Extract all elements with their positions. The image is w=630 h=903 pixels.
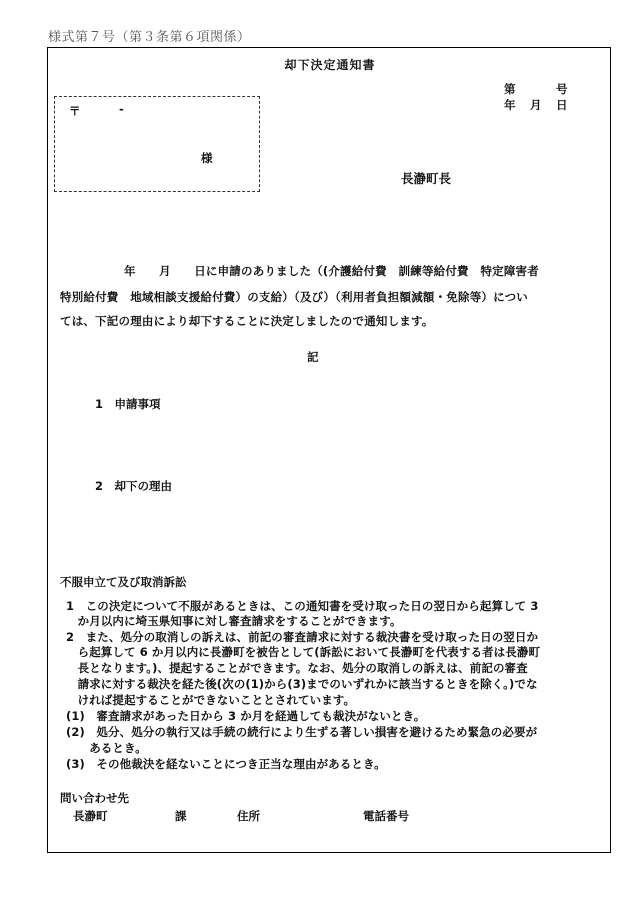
item-application: 1 申請事項 <box>95 397 161 411</box>
appeal-heading: 不服申立て及び取消訴訟 <box>60 575 187 589</box>
date-year: 年 <box>504 98 516 112</box>
appeal-line-7: ければ提起することができないこととされています。 <box>66 693 356 707</box>
date-day: 日 <box>556 98 568 112</box>
appeal-line-4: ら起算して 6 か月以内に長瀞町を被告として(訴訟において長瀞町を代表する者は長瀞町 <box>66 645 541 659</box>
issuer-name: 長瀞町長 <box>401 171 452 186</box>
body-line-3: ては、下記の理由により却下することに決定しましたので通知します。 <box>60 314 434 328</box>
body-line-1: 年 月 日に申請のありました（(介護給付費 訓練等給付費 特定障害者 <box>124 264 539 278</box>
honorific-sama: 様 <box>201 151 213 165</box>
contact-town: 長瀞町 <box>73 809 108 823</box>
contact-section: 課 <box>175 809 187 823</box>
contact-address: 住所 <box>237 809 260 823</box>
document-title: 却下決定通知書 <box>284 58 376 72</box>
appeal-line-5: 長となります。)、提起することができます。なお、処分の取消しの訴えは、前記の審査 <box>66 661 528 675</box>
appeal-line-2: か月以内に埼玉県知事に対し審査請求をすることができます。 <box>66 614 402 628</box>
ki-marker: 記 <box>307 350 319 364</box>
ref-go: 号 <box>556 82 568 96</box>
contact-phone: 電話番号 <box>363 809 409 823</box>
appeal-line-3: 2 また、処分の取消しの訴えは、前記の審査請求に対する裁決書を受け取った日の翌日か <box>66 630 539 644</box>
body-line-2: 特別給付費 地域相談支援給付費）の支給）（及び）（利用者負担額減額・免除等）につい <box>60 290 528 304</box>
appeal-line-1: 1 この決定について不服があるときは、この通知書を受け取った日の翌日から起算して 3 <box>66 599 539 613</box>
ref-dai: 第 <box>504 82 516 96</box>
postal-dash: - <box>119 102 124 116</box>
contact-heading: 問い合わせ先 <box>60 791 129 805</box>
appeal-item-2-cont: あるとき。 <box>66 741 147 755</box>
address-box <box>54 96 260 192</box>
item-reason: 2 却下の理由 <box>95 479 173 493</box>
document-frame <box>47 47 611 853</box>
postal-mark: 〒 <box>69 104 81 118</box>
date-month: 月 <box>530 98 542 112</box>
appeal-item-2: (2) 処分、処分の執行又は手続の続行により生ずる著しい損害を避けるため緊急の必要が <box>66 725 538 739</box>
appeal-line-6: 請求に対する裁決を経た後(次の(1)から(3)までのいずれかに該当するときを除く。)でな <box>66 677 538 691</box>
form-number: 様式第７号（第３条第６項関係） <box>48 30 251 45</box>
appeal-item-3: (3) その他裁決を経ないことにつき正当な理由があるとき。 <box>66 757 386 771</box>
appeal-item-1: (1) 審査請求があった日から 3 か月を経過しても裁決がないとき。 <box>66 709 426 723</box>
